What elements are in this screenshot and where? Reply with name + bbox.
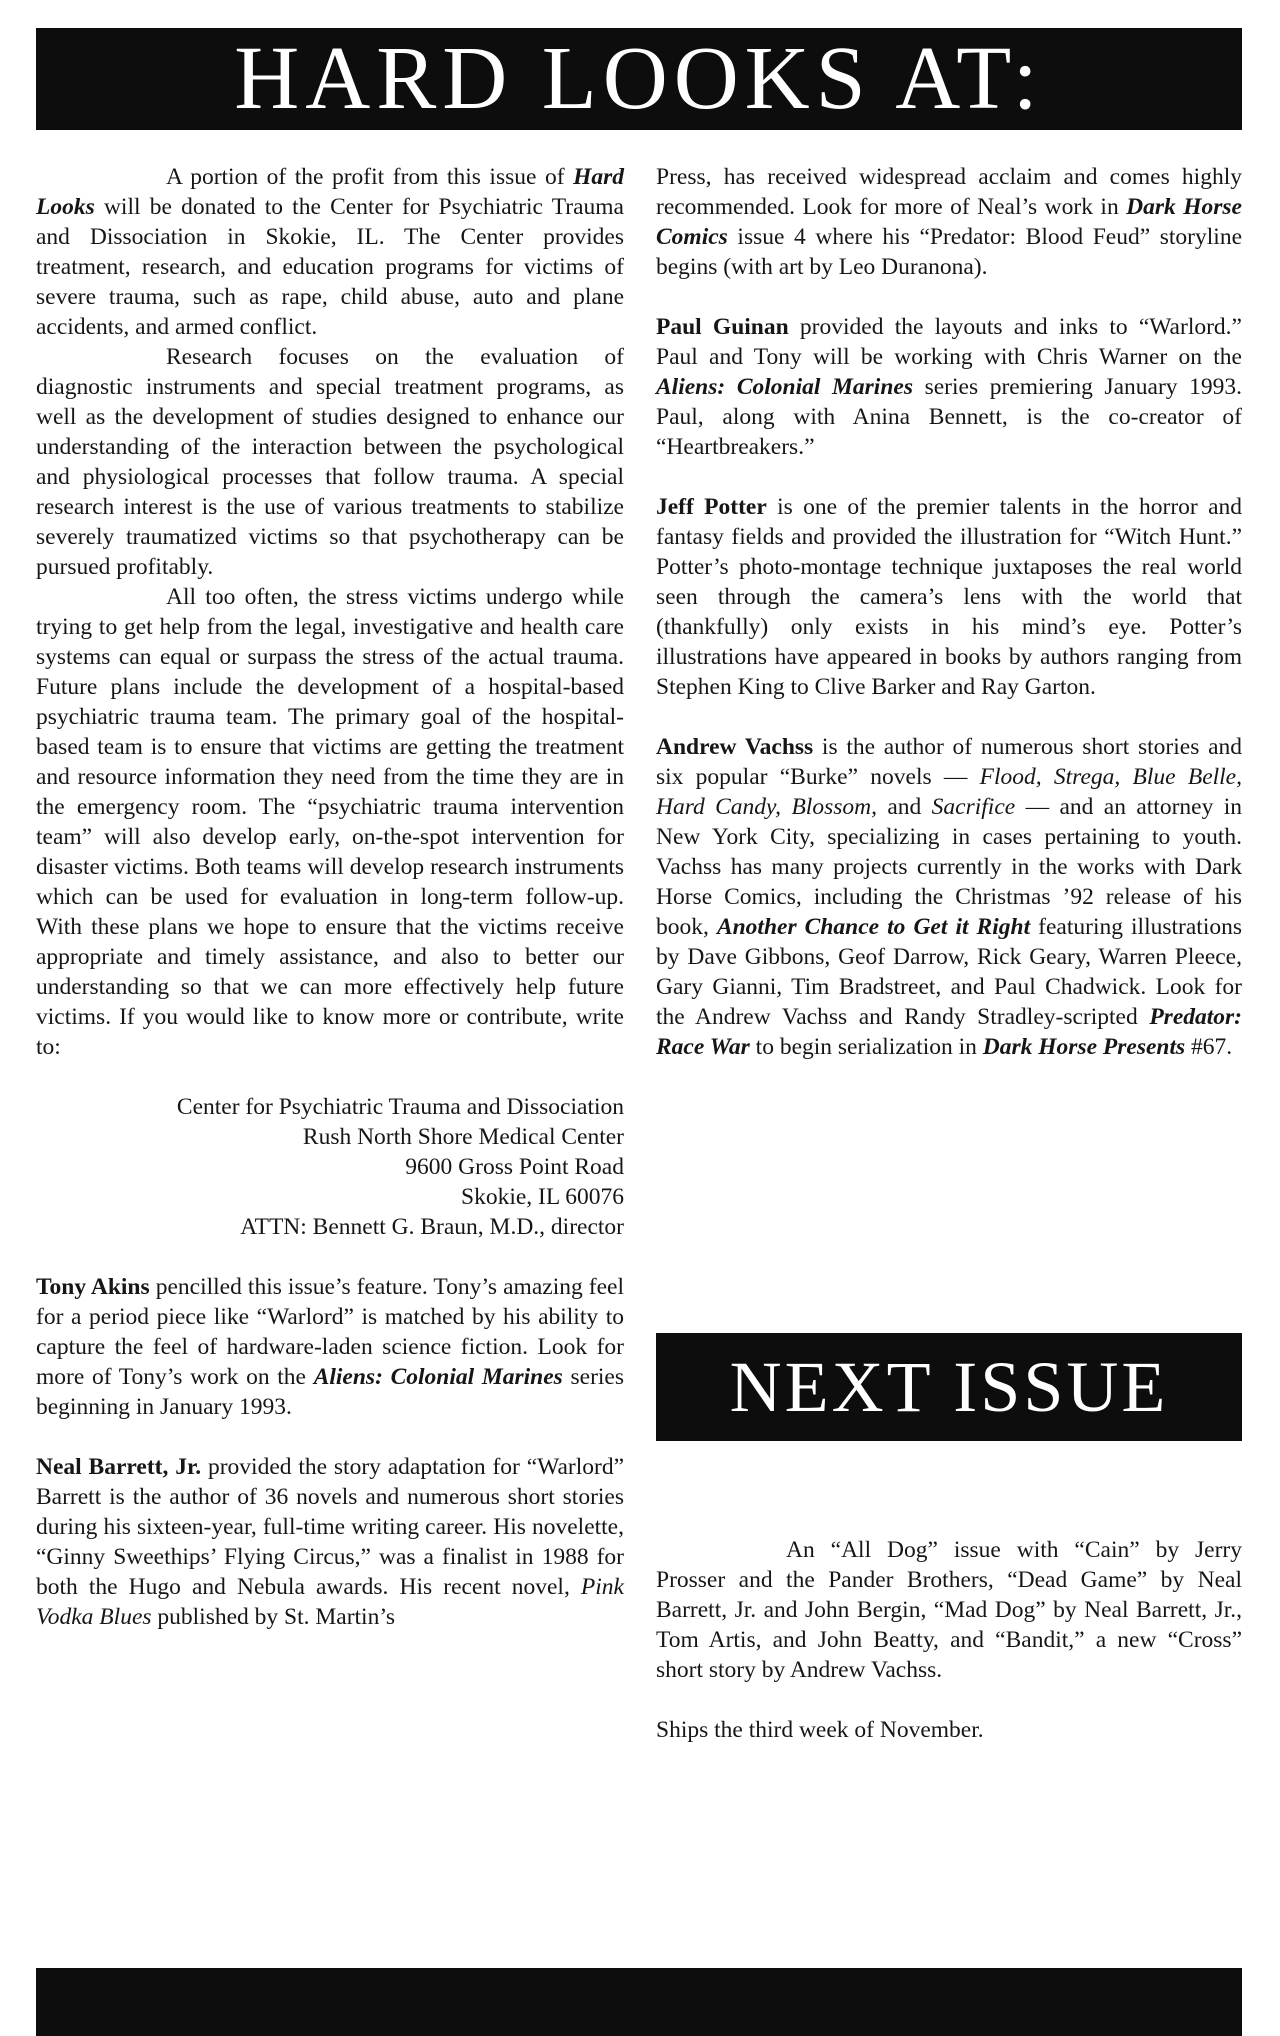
intro-paragraph: A portion of the profit from this issue of Hard Looks will be donated to the Center for Psychiatric Trauma and Dissociation in Skokie, IL. The Center provides treatment, research, and education programs for victims of severe trauma, such as rape, child abuse, auto and plane accidents, and armed conflict. [36, 164, 624, 340]
neal-barrett-bio: Neal Barrett, Jr. provided the story adaptation for “Warlord” Barrett is the author of 36 novels and numerous short stories during his sixteen-year, full-time writing career. His novelette, “Ginny Sweethips’ Flying Circus,” was a finalist in 1988 for both the Hugo and Nebula awards. His recent novel, Pink Vodka Blues published by St. Martin’s [36, 1454, 625, 1630]
address-line: Center for Psychiatric Trauma and Dissociation [176, 1094, 624, 1120]
tony-akins-bio: Tony Akins pencilled this issue’s feature. Tony’s amazing feel for a period piece like “Warlord” is matched by his ability to capture the feel of hardware-laden science fiction. Look for more of Tony’s work on the Aliens: Colonial Marines series beginning in January 1993. [36, 1274, 625, 1420]
neal-barrett-bio-continued: Press, has received widespread acclaim and comes highly recommended. Look for more of Neal’s work in Dark Horse Comics issue 4 where his “Predator: Blood Feud” storyline begins (with art by Leo Duranona). [656, 164, 1242, 280]
page-title: HARD LOOKS AT: [234, 29, 1044, 128]
bio-name: Neal Barrett, Jr. [36, 1454, 202, 1480]
page-title-banner [36, 28, 1242, 130]
address-line: 9600 Gross Point Road [405, 1154, 624, 1180]
paul-guinan-bio: Paul Guinan provided the layouts and inks to “Warlord.” Paul and Tony will be working with Chris Warner on the Aliens: Colonial Marines series premiering January 1993. Paul, along with Anina Bennett, is the co-creator of “Heartbreakers.” [656, 314, 1243, 460]
andrew-vachss-bio: Andrew Vachss is the author of numerous short stories and six popular “Burke” novels — Flood, Strega, Blue Belle, Hard Candy, Blossom, and Sacrifice — and an attorney in New York City, specializing in cases pertaining to youth. Vachss has many projects currently in the works with Dark Horse Comics, including the Christmas ’92 release of his book, Another Chance to Get it Right featuring illustrations by Dave Gibbons, Geof Darrow, Rick Geary, Warren Pleece, Gary Gianni, Tim Bradstreet, and Paul Chadwick. Look for the Andrew Vachss and Randy Stradley-scripted Predator: Race War to begin serialization in Dark Horse Presents #67. [656, 734, 1243, 1060]
next-issue-title: NEXT ISSUE [729, 1347, 1169, 1427]
stress-paragraph: All too often, the stress victims undergo while trying to get help from the legal, investigative and health care systems can equal or surpass the stress of the actual trauma. Future plans include the development of a hospital-based psychiatric trauma team. The primary goal of the hospital-based team is to ensure that victims are getting the treatment and resource information they need from the time they are in the emergency room. The “psychiatric trauma intervention team” will also develop early, on-the-spot intervention for disaster victims. Both teams will develop research instruments which can be used for evaluation in long-term follow-up. With these plans we hope to ensure that the victims receive appropriate and timely assistance, and also to better our understanding so that we can more effectively help future victims. If you would like to know more or contribute, write to: [36, 584, 624, 1060]
address-line: Skokie, IL 60076 [461, 1184, 624, 1210]
bottom-bar [36, 1968, 1242, 2036]
bio-name: Paul Guinan [656, 314, 789, 340]
bio-name: Jeff Potter [656, 494, 767, 520]
next-issue-banner [656, 1333, 1242, 1441]
bio-name: Andrew Vachss [656, 734, 814, 760]
next-issue-section [656, 1535, 1242, 1745]
research-paragraph: Research focuses on the evaluation of diagnostic instruments and special treatment programs, as well as the development of studies designed to enhance our understanding of the interaction between the psychological and physiological processes that follow trauma. A special research interest is the use of various treatments to stabilize severely traumatized victims so that psychotherapy can be pursued profitably. [36, 344, 624, 580]
next-issue-description: An “All Dog” issue with “Cain” by Jerry Prosser and the Pander Brothers, “Dead Game” by Neal Barrett, Jr. and John Bergin, “Mad Dog” by Neal Barrett, Jr., Tom Artis, and John Beatty, and “Bandit,” a new “Cross” short story by Andrew Vachss. [656, 1537, 1242, 1683]
hard-looks-title: Hard Looks [36, 164, 624, 220]
address-line: ATTN: Bennett G. Braun, M.D., director [240, 1214, 624, 1240]
bio-name: Tony Akins [36, 1274, 150, 1300]
left-column [36, 162, 624, 1632]
jeff-potter-bio: Jeff Potter is one of the premier talents in the horror and fantasy fields and provided the illustration for “Witch Hunt.” Potter’s photo-montage technique juxtaposes the real world seen through the camera’s lens with the world that (thankfully) only exists in his mind’s eye. Potter’s illustrations have appeared in books by authors ranging from Stephen King to Clive Barker and Ray Garton. [656, 494, 1242, 700]
right-column [656, 162, 1242, 1092]
address-line: Rush North Shore Medical Center [302, 1124, 624, 1150]
mailing-address [36, 1092, 624, 1242]
ship-date: Ships the third week of November. [656, 1717, 984, 1743]
